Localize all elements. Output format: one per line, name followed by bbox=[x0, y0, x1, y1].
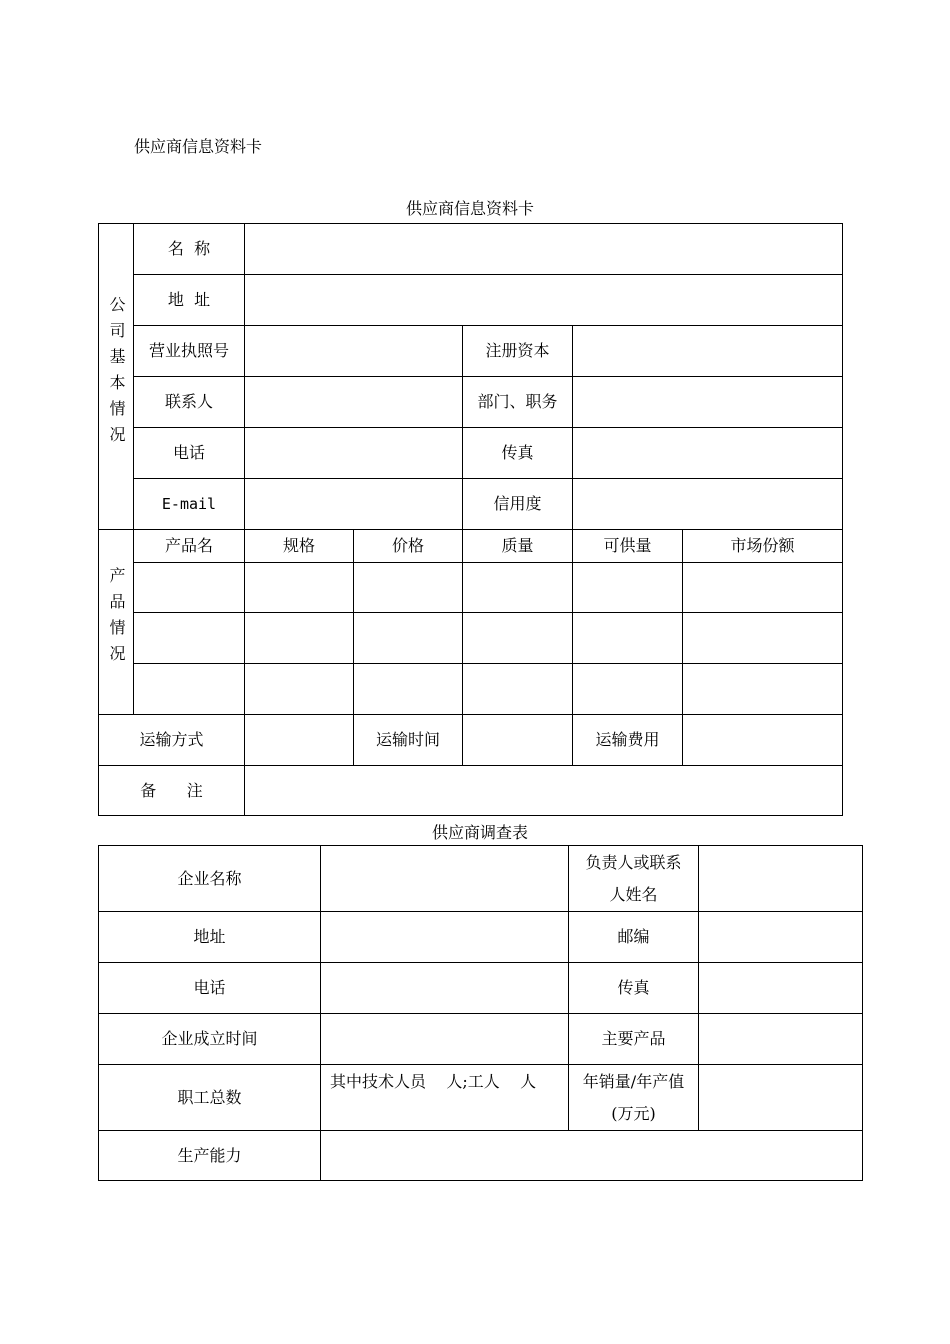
section-product-info bbox=[99, 530, 134, 715]
remarks-field[interactable] bbox=[245, 766, 843, 816]
survey-phone-field[interactable] bbox=[321, 963, 569, 1014]
staff-label: 职工总数 bbox=[99, 1065, 321, 1131]
capacity-field[interactable] bbox=[321, 1131, 863, 1181]
product-row bbox=[99, 664, 843, 715]
product-cell[interactable] bbox=[683, 563, 843, 613]
email-field[interactable] bbox=[245, 479, 463, 530]
dept-field[interactable] bbox=[573, 377, 843, 428]
capital-field[interactable] bbox=[573, 326, 843, 377]
email-label: E-mail bbox=[134, 479, 245, 530]
product-cell[interactable] bbox=[354, 613, 463, 664]
product-cell[interactable] bbox=[134, 563, 245, 613]
contact-name-label-line1: 负责人或联系 bbox=[585, 852, 682, 872]
product-cell[interactable] bbox=[354, 664, 463, 715]
name-field[interactable] bbox=[245, 224, 843, 275]
contact-name-field[interactable] bbox=[699, 846, 863, 912]
survey-address-label: 地址 bbox=[99, 912, 321, 963]
contact-name-label-line2: 人姓名 bbox=[609, 884, 658, 904]
survey-fax-label: 传真 bbox=[569, 963, 699, 1014]
product-cell[interactable] bbox=[463, 664, 573, 715]
license-field[interactable] bbox=[245, 326, 463, 377]
product-row bbox=[99, 613, 843, 664]
survey-address-field[interactable] bbox=[321, 912, 569, 963]
product-cell[interactable] bbox=[573, 613, 683, 664]
product-header-spec: 规格 bbox=[245, 530, 354, 563]
supplier-info-card-table bbox=[98, 223, 843, 816]
product-cell[interactable] bbox=[463, 613, 573, 664]
product-cell[interactable] bbox=[463, 563, 573, 613]
contact-name-label bbox=[569, 846, 699, 912]
sales-label bbox=[569, 1065, 699, 1131]
dept-label: 部门、职务 bbox=[463, 377, 573, 428]
product-cell[interactable] bbox=[683, 664, 843, 715]
transport-cost-field[interactable] bbox=[683, 715, 843, 766]
transport-time-field[interactable] bbox=[463, 715, 573, 766]
capital-label: 注册资本 bbox=[463, 326, 573, 377]
product-header-price: 价格 bbox=[354, 530, 463, 563]
remarks-label: 备 注 bbox=[99, 766, 245, 816]
fax-label: 传真 bbox=[463, 428, 573, 479]
main-products-label: 主要产品 bbox=[569, 1014, 699, 1065]
main-products-field[interactable] bbox=[699, 1014, 863, 1065]
license-label: 营业执照号 bbox=[134, 326, 245, 377]
product-header-supply: 可供量 bbox=[573, 530, 683, 563]
company-name-label: 企业名称 bbox=[99, 846, 321, 912]
product-cell[interactable] bbox=[134, 664, 245, 715]
product-cell[interactable] bbox=[354, 563, 463, 613]
postcode-label: 邮编 bbox=[569, 912, 699, 963]
address-label: 地 址 bbox=[134, 275, 245, 326]
sales-field[interactable] bbox=[699, 1065, 863, 1131]
product-header-market-share: 市场份额 bbox=[683, 530, 843, 563]
fax-field[interactable] bbox=[573, 428, 843, 479]
credit-field[interactable] bbox=[573, 479, 843, 530]
product-cell[interactable] bbox=[134, 613, 245, 664]
transport-mode-field[interactable] bbox=[245, 715, 354, 766]
product-cell[interactable] bbox=[683, 613, 843, 664]
product-header-name: 产品名 bbox=[134, 530, 245, 563]
product-row bbox=[99, 563, 843, 613]
transport-cost-label: 运输费用 bbox=[573, 715, 683, 766]
phone-field[interactable] bbox=[245, 428, 463, 479]
product-cell[interactable] bbox=[573, 563, 683, 613]
section-product-info-label: 产品情况 bbox=[107, 567, 126, 672]
contact-field[interactable] bbox=[245, 377, 463, 428]
product-cell[interactable] bbox=[245, 613, 354, 664]
survey-fax-field[interactable] bbox=[699, 963, 863, 1014]
product-cell[interactable] bbox=[245, 563, 354, 613]
product-cell[interactable] bbox=[245, 664, 354, 715]
postcode-field[interactable] bbox=[699, 912, 863, 963]
survey-caption: 供应商调查表 bbox=[431, 823, 528, 842]
founded-label: 企业成立时间 bbox=[99, 1014, 321, 1065]
address-field[interactable] bbox=[245, 275, 843, 326]
sales-label-line1: 年销量/年产值 bbox=[582, 1071, 685, 1091]
product-header-quality: 质量 bbox=[463, 530, 573, 563]
card-caption: 供应商信息资料卡 bbox=[405, 199, 534, 218]
name-label: 名 称 bbox=[134, 224, 245, 275]
sales-label-line2: (万元) bbox=[611, 1103, 656, 1123]
survey-phone-label: 电话 bbox=[99, 963, 321, 1014]
company-name-field[interactable] bbox=[321, 846, 569, 912]
credit-label: 信用度 bbox=[463, 479, 573, 530]
section-company-info-label: 公司基本情况 bbox=[107, 295, 126, 452]
section-company-info bbox=[99, 224, 134, 530]
transport-time-label: 运输时间 bbox=[354, 715, 463, 766]
founded-field[interactable] bbox=[321, 1014, 569, 1065]
transport-mode-label: 运输方式 bbox=[99, 715, 245, 766]
phone-label: 电话 bbox=[134, 428, 245, 479]
product-cell[interactable] bbox=[573, 664, 683, 715]
document-title: 供应商信息资料卡 bbox=[134, 137, 263, 156]
supplier-survey-table bbox=[98, 845, 863, 1181]
staff-detail[interactable]: 其中技术人员 人;工人 人 bbox=[321, 1065, 569, 1131]
contact-label: 联系人 bbox=[134, 377, 245, 428]
capacity-label: 生产能力 bbox=[99, 1131, 321, 1181]
